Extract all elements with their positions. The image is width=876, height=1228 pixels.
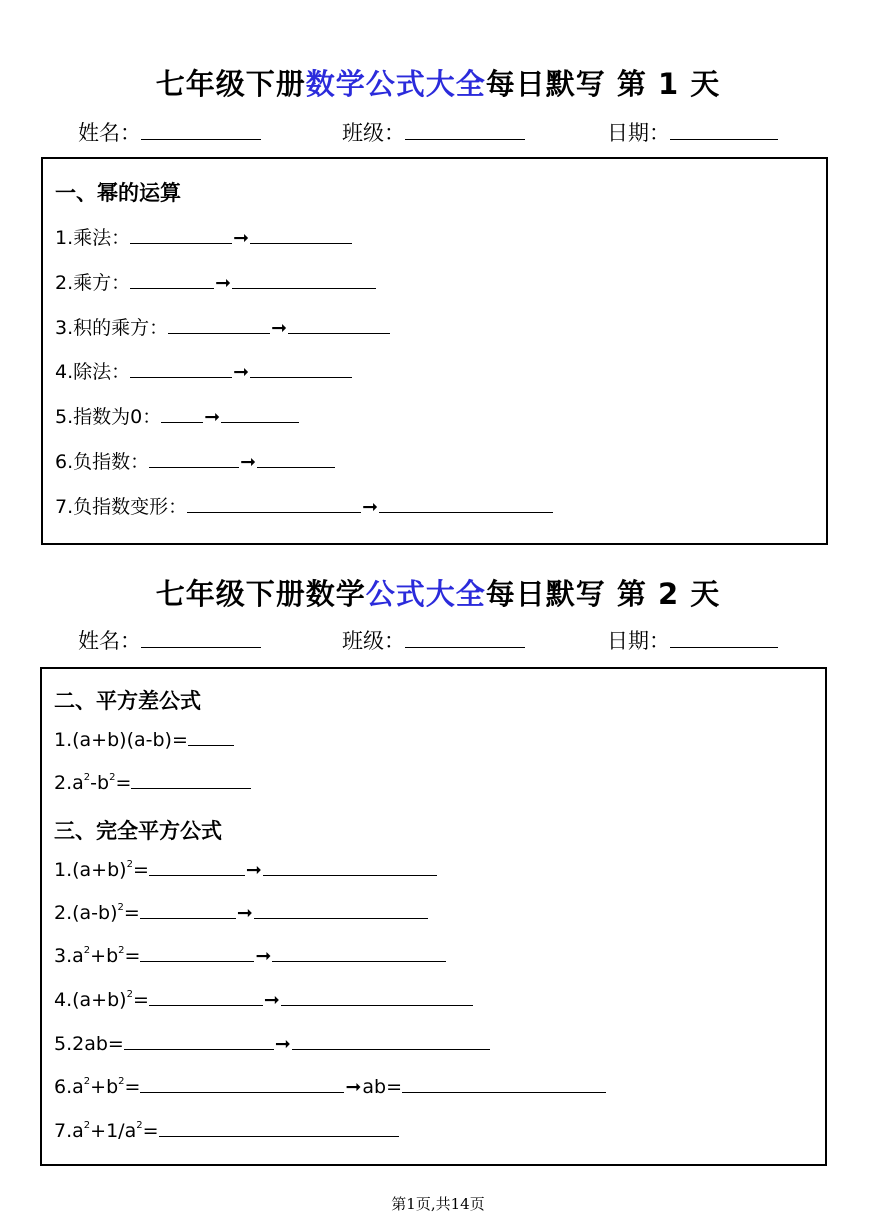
item-label: 6.负指数： [55,451,150,473]
name-blank[interactable] [141,121,261,140]
arrow-icon: ➞ [271,317,288,339]
item-label: 1.(a+b) [54,859,127,881]
item-label: 1.(a+b)(a-b)= [54,729,188,751]
item-label: 7.a [54,1120,84,1142]
item-label: 1.乘法： [55,227,131,249]
class-blank[interactable] [405,121,525,140]
equals: = [142,1120,159,1142]
list-item [55,357,352,384]
name-field[interactable] [78,625,261,655]
arrow-icon: ➞ [345,1076,362,1098]
answer-blank[interactable] [140,902,236,919]
list-item [55,223,352,250]
exponent: 2 [118,945,125,956]
date-blank[interactable] [670,629,778,648]
section-heading-power: 一、幂的运算 [55,181,181,205]
item-label: -b [90,772,110,794]
section-box-day2 [40,667,827,1166]
arrow-icon: ➞ [255,945,272,967]
item-label: 2.(a-b) [54,902,118,924]
answer-blank[interactable] [168,317,270,334]
answer-blank[interactable] [140,1076,344,1093]
answer-blank[interactable] [232,272,376,289]
title-prefix: 七年级下册数学 [155,577,366,611]
item-label: 3.积的乘方： [55,317,169,339]
answer-blank[interactable] [149,859,245,876]
arrow-icon: ➞ [274,1033,291,1055]
class-label: 班级： [342,121,405,145]
title-suffix: 每日默写 第 2 天 [485,577,721,611]
answer-blank[interactable] [130,361,232,378]
page-title-day1 [0,62,876,103]
arrow-icon: ➞ [263,989,280,1011]
name-label: 姓名： [78,629,141,653]
answer-blank[interactable] [161,406,203,423]
list-item [54,729,234,751]
section-box-day1 [41,157,828,545]
item-label: +b [90,945,119,967]
item-label: 5.指数为0： [55,406,162,428]
list-item [54,1120,399,1142]
arrow-icon: ➞ [245,859,262,881]
item-label: 2.乘方： [55,272,131,294]
item-label: = [115,772,132,794]
answer-blank[interactable] [130,272,214,289]
list-item [54,1076,606,1098]
answer-blank[interactable] [272,945,446,962]
date-field[interactable] [607,117,778,147]
date-blank[interactable] [670,121,778,140]
item-label: +b [90,1076,119,1098]
date-label: 日期： [607,629,670,653]
title-highlight: 数学公式大全 [305,67,486,101]
answer-blank[interactable] [263,859,437,876]
answer-blank[interactable] [402,1076,606,1093]
exponent: 2 [126,989,133,1000]
class-field[interactable] [342,625,525,655]
item-label: 7.负指数变形： [55,496,188,518]
exponent: 2 [109,772,116,783]
section-heading-diff-squares: 二、平方差公式 [54,689,201,713]
arrow-icon: ➞ [240,451,257,473]
answer-blank[interactable] [159,1120,399,1137]
list-item [55,492,553,519]
item-label: 2.a [54,772,84,794]
section-heading-perfect-squares: 三、完全平方公式 [54,819,222,843]
title-suffix: 每日默写 第 1 天 [485,67,721,101]
answer-blank[interactable] [187,496,361,513]
page-footer: 第1页,共14页 [391,1195,485,1213]
item-label: 4.(a+b) [54,989,127,1011]
item-label: 5.2ab= [54,1033,124,1055]
answer-blank[interactable] [149,989,263,1006]
exponent: 2 [126,859,133,870]
answer-blank[interactable] [124,1033,274,1050]
list-item [55,447,335,474]
answer-blank[interactable] [257,451,335,468]
date-label: 日期： [607,121,670,145]
name-field[interactable] [78,117,261,147]
class-blank[interactable] [405,629,525,648]
list-item [54,772,251,794]
class-label: 班级： [342,629,405,653]
answer-blank[interactable] [131,772,251,789]
equals: = [132,859,149,881]
item-label: ab= [362,1076,402,1098]
arrow-icon: ➞ [215,272,232,294]
name-label: 姓名： [78,121,141,145]
equals: = [124,1076,141,1098]
list-item [54,902,428,924]
list-item [55,313,390,340]
item-label: 6.a [54,1076,84,1098]
exponent: 2 [83,1120,91,1131]
answer-blank[interactable] [379,496,553,513]
exponent: 2 [83,1076,91,1087]
item-label: 3.a [54,945,84,967]
answer-blank[interactable] [221,406,299,423]
answer-blank[interactable] [188,729,234,746]
exponent: 2 [118,1076,125,1087]
exponent: 2 [117,902,124,913]
list-item [54,1033,490,1055]
answer-blank[interactable] [250,361,352,378]
title-highlight: 公式大全 [365,577,486,611]
answer-blank[interactable] [292,1033,490,1050]
title-prefix: 七年级下册 [155,67,306,101]
equals: = [123,902,140,924]
exponent: 2 [83,772,91,783]
arrow-icon: ➞ [204,406,221,428]
date-field[interactable] [607,625,778,655]
answer-blank[interactable] [250,227,352,244]
exponent: 2 [83,945,91,956]
class-field[interactable] [342,117,525,147]
name-blank[interactable] [141,629,261,648]
list-item [55,268,376,295]
answer-blank[interactable] [281,989,473,1006]
answer-blank[interactable] [254,902,428,919]
equals: = [124,945,141,967]
arrow-icon: ➞ [362,496,379,518]
answer-blank[interactable] [149,451,239,468]
page-title-day2 [0,572,876,613]
arrow-icon: ➞ [233,227,250,249]
equals: = [132,989,149,1011]
arrow-icon: ➞ [236,902,253,924]
answer-blank[interactable] [140,945,254,962]
item-label: +1/a [90,1120,137,1142]
answer-blank[interactable] [130,227,232,244]
list-item [54,859,437,881]
exponent: 2 [136,1120,143,1131]
list-item [54,989,473,1011]
list-item [54,945,446,967]
arrow-icon: ➞ [233,361,250,383]
item-label: 4.除法： [55,361,131,383]
list-item [55,402,299,429]
answer-blank[interactable] [288,317,390,334]
